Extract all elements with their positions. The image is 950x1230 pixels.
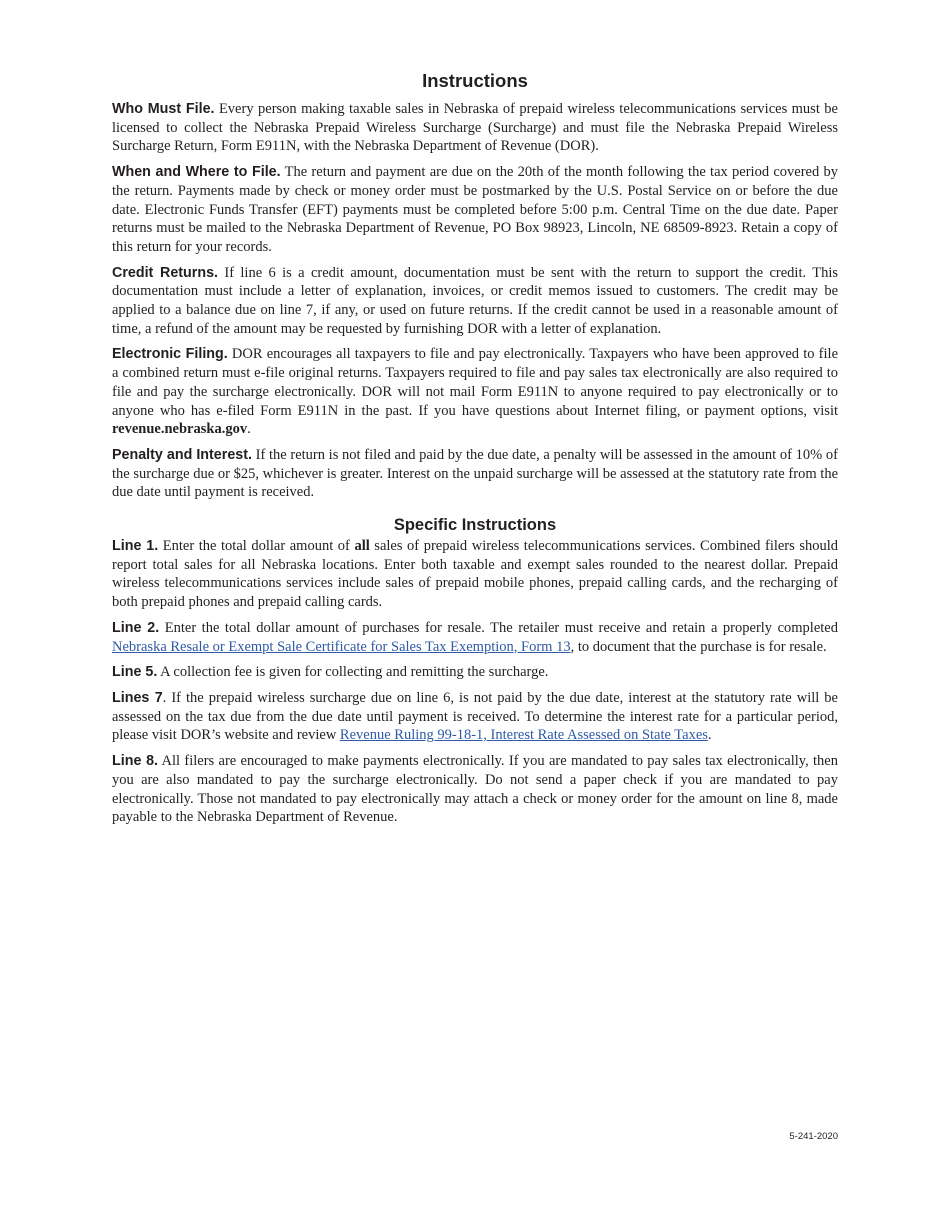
electronic-filing-end: .	[247, 421, 251, 438]
form13-link[interactable]: Nebraska Resale or Exempt Sale Certificate for Sales Tax Exemption, Form 13	[112, 638, 571, 655]
penalty-interest-text: If the return is not filed and paid by the due date, a penalty will be assessed in the amount of 10% of the surcharge due or $25, whichever is greater. Interest on the unpaid surcharge will be assessed at the statutory rate from the due date until payment is received.	[112, 446, 838, 501]
credit-returns-text: If line 6 is a credit amount, documentation must be sent with the return to support the credit. This documentation must include a letter of explanation, invoices, or credit memos issued to customers. The credit may be applied to a balance due on line 7, if any, or used on future returns. If the credit cannot be used in a reasonable amount of time, a refund of the amount may be requested by furnishing DOR with a letter of explanation.	[112, 264, 838, 337]
line8-text: All filers are encouraged to make payments electronically. If you are mandated to pay sales tax electronically, then you are also mandated to pay the surcharge electronically. Do not send a paper check if you are mandated to pay electronically. Those not mandated to pay electronically may attach a check or money order for the amount on line 8, made payable to the Nebraska Department of Revenue.	[112, 753, 838, 826]
line8-paragraph	[112, 752, 838, 827]
line1-paragraph	[112, 537, 838, 612]
who-must-file-heading: Who Must File.	[112, 101, 215, 117]
revenue-ruling-link[interactable]: Revenue Ruling 99-18-1, Interest Rate Assessed on State Taxes	[339, 727, 708, 744]
when-where-text: The return and payment are due on the 20th of the month following the tax period covered by the return. Payments made by check or money order must be postmarked by the U.S. Postal Service on or before the due date. Electronic Funds Transfer (EFT) payments must be completed before 5:00 p.m. Central Time on the due date. Paper returns must be mailed to the Nebraska Department of Revenue, PO Box 98923, Lincoln, NE 68509-8923. Retain a copy of this return for your records.	[112, 164, 838, 255]
line1-bold: all	[354, 538, 370, 555]
line1-heading: Line 1.	[112, 538, 159, 555]
specific-instructions-title: Specific Instructions	[393, 516, 557, 535]
line2-text-a: Enter the total dollar amount of purchases for resale. The retailer must receive and retain a properly completed	[159, 619, 838, 636]
electronic-filing-text: DOR encourages all taxpayers to file and pay electronically. Taxpayers who have been approved to file a combined return must e-file original returns. Taxpayers required to file and pay sales tax electronically are also required to file and pay the surcharge electronically. DOR will not mail Form E911N to anyone required to pay electronically or to anyone who has e-filed Form E911N in the past. If you have questions about Internet filing, or payment options, visit	[112, 346, 839, 419]
page-title: Instructions	[422, 70, 528, 91]
penalty-interest-heading: Penalty and Interest.	[112, 446, 252, 463]
lines7-heading: Lines 7	[112, 689, 163, 706]
website-name: revenue.nebraska.gov	[112, 421, 248, 438]
electronic-filing-heading: Electronic Filing.	[112, 346, 228, 363]
instructions-content	[112, 68, 838, 834]
line1-text-b: sales of prepaid wireless telecommunications services. Combined filers should report total sales for all Nebraska locations. Enter both taxable and exempt sales rounded to the nearest dollar. Prepaid wireless telecommunications services include sales of prepaid mobile phones, prepaid calling cards, and the recharging of both prepaid phones and prepaid calling cards.	[112, 538, 839, 611]
who-must-file-text: Every person making taxable sales in Nebraska of prepaid wireless telecommunications services must be licensed to collect the Nebraska Prepaid Wireless Surcharge (Surcharge) and must file the Nebraska Prepaid Wireless Surcharge Return, Form E911N, with the Nebraska Department of Revenue (DOR).	[112, 101, 838, 155]
credit-returns-heading: Credit Returns.	[112, 264, 219, 281]
when-where-heading: When and Where to File.	[112, 164, 281, 181]
penalty-interest-paragraph	[112, 446, 838, 502]
who-must-file-paragraph	[112, 100, 838, 156]
line2-paragraph	[112, 619, 838, 656]
line2-text-b: , to document that the purchase is for resale.	[570, 638, 827, 655]
line1-text-a: Enter the total dollar amount of	[158, 538, 355, 555]
lines7-paragraph	[112, 689, 838, 745]
form-number: 5-241-2020	[789, 1131, 838, 1142]
lines7-text-b: .	[707, 727, 712, 744]
line5-text: A collection fee is given for collecting and remitting the surcharge.	[157, 664, 549, 681]
line8-heading: Line 8.	[112, 753, 158, 770]
lines7-text-a: . If the prepaid wireless surcharge due on line 6, is not paid by the due date, interest at the statutory rate will be assessed on the tax due from the due date until payment is received. To determine the interest rate for a particular period, please visit DOR’s website and review	[112, 689, 838, 744]
line2-heading: Line 2.	[112, 619, 160, 636]
credit-returns-paragraph	[112, 264, 838, 339]
electronic-filing-paragraph	[112, 345, 838, 439]
line5-paragraph	[112, 663, 838, 682]
when-where-paragraph	[112, 163, 838, 257]
line5-heading: Line 5.	[112, 664, 158, 681]
